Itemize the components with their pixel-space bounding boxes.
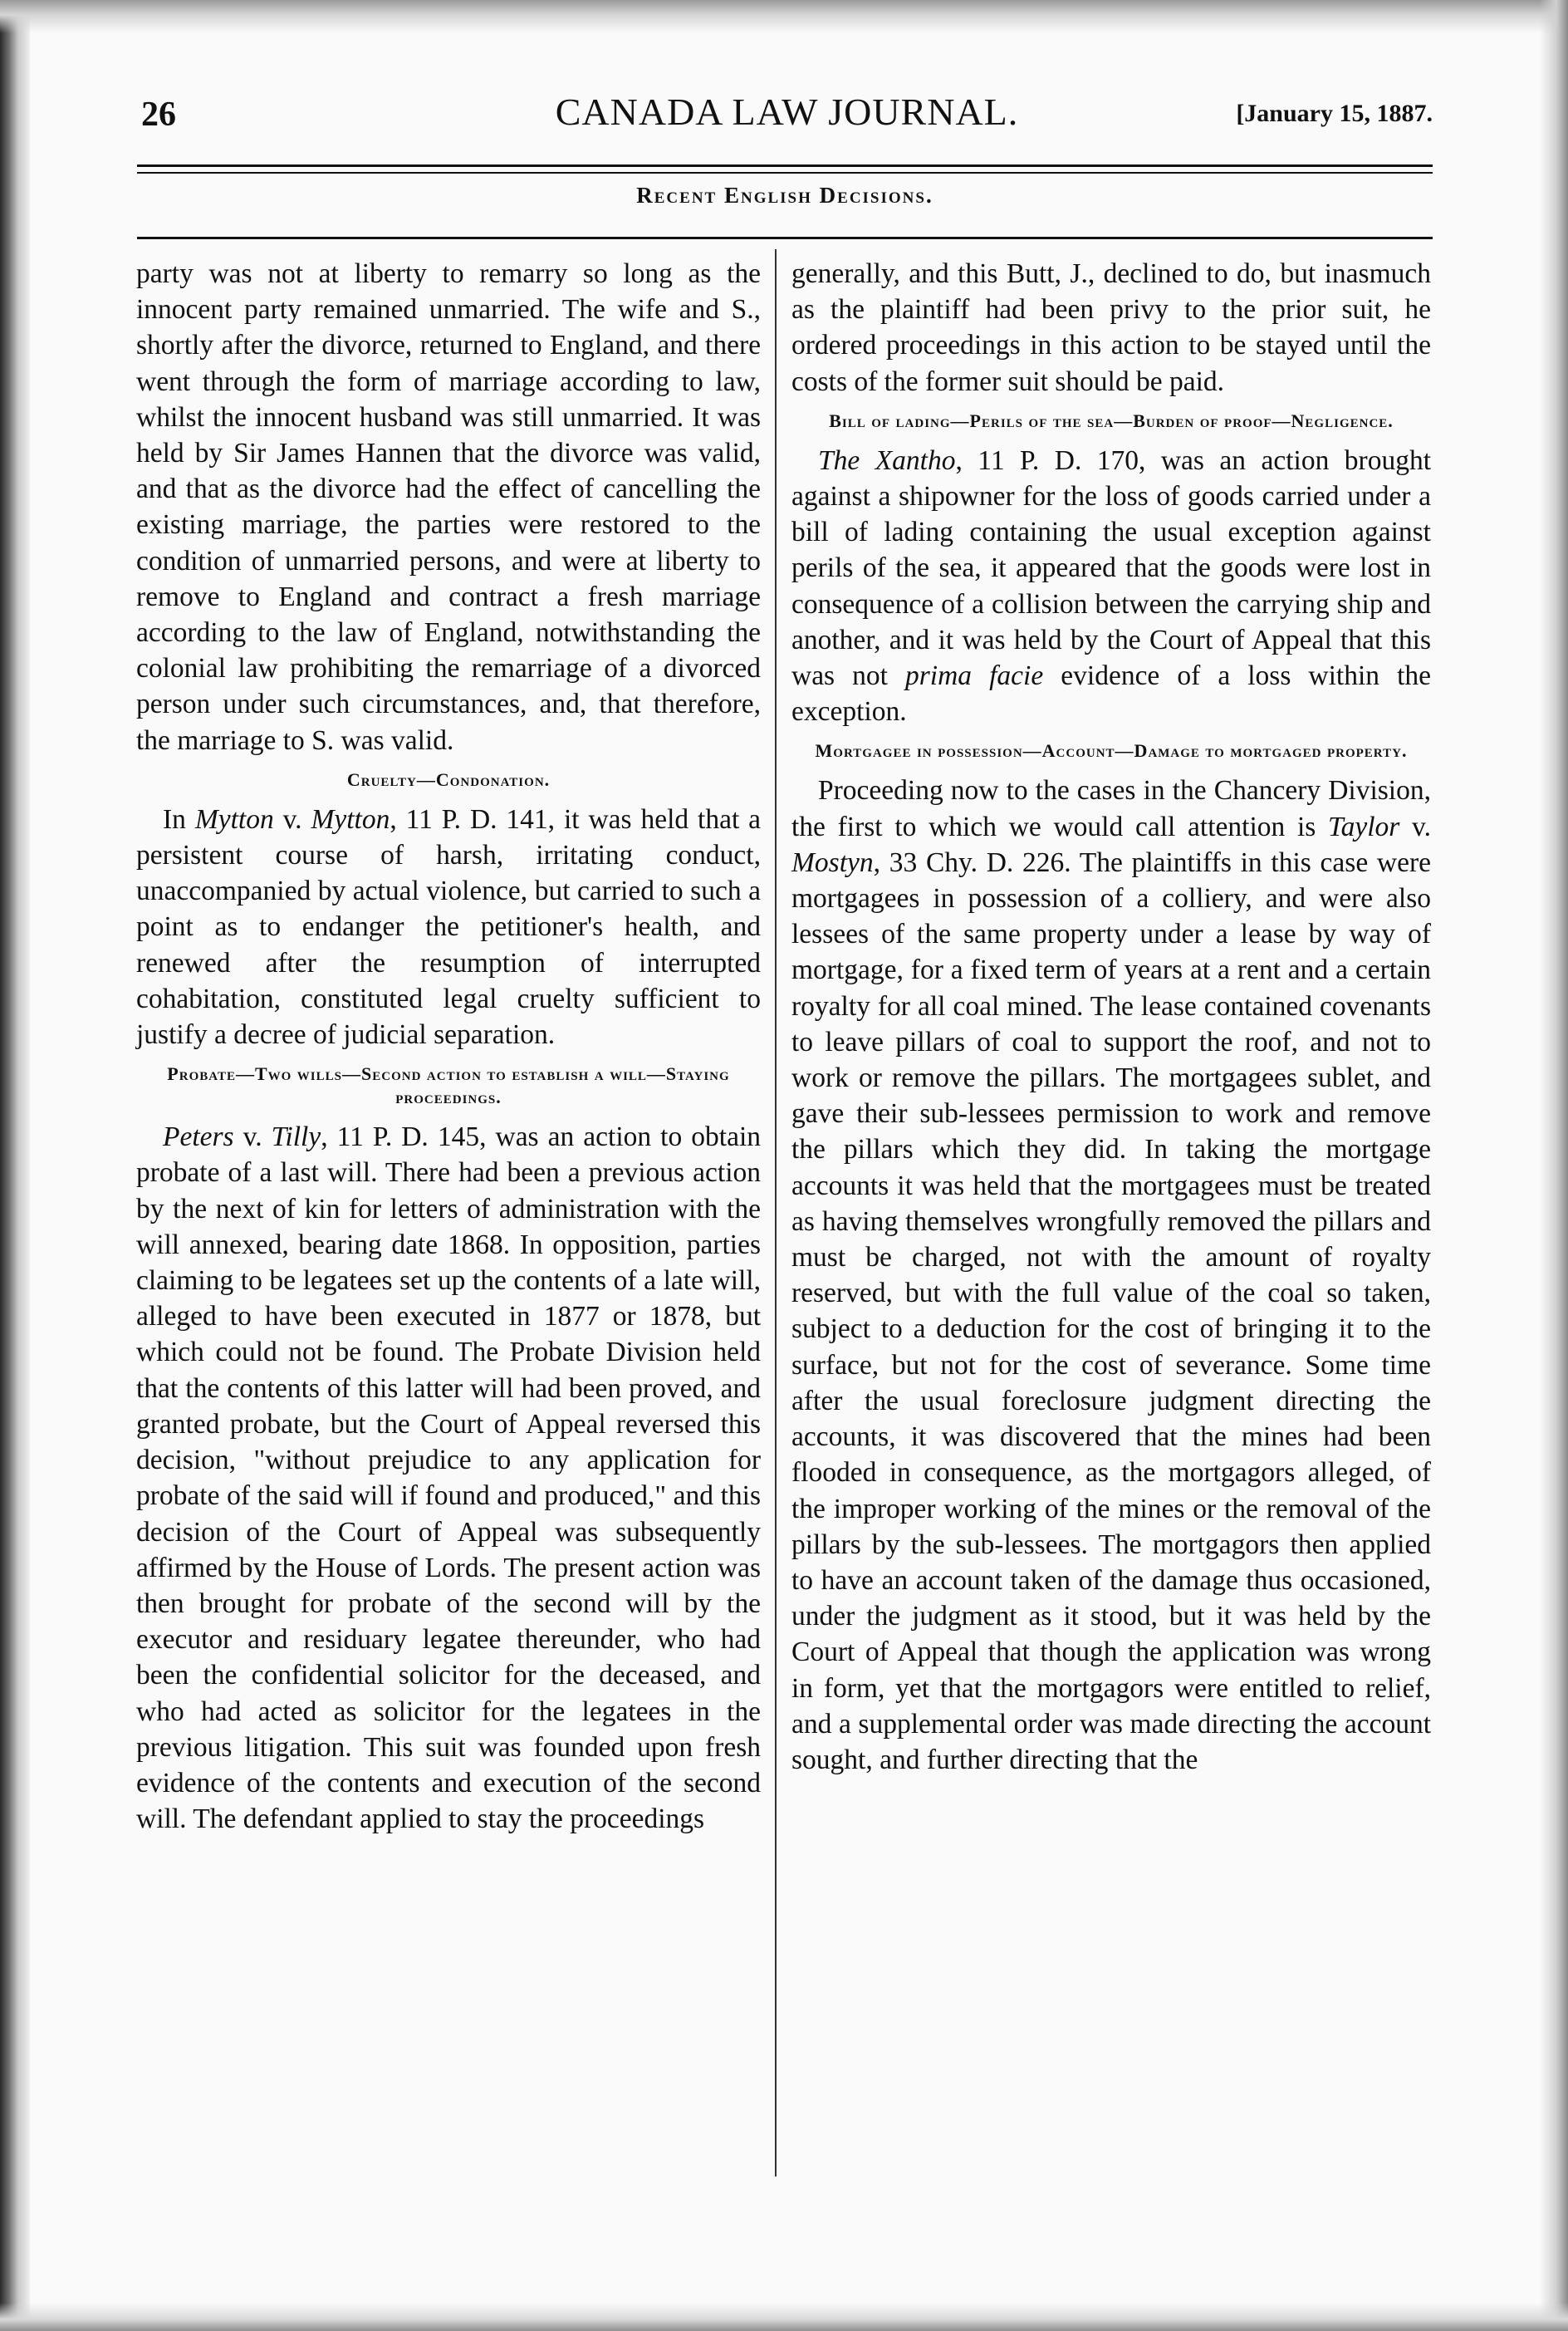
heading-cruelty-condonation: Cruelty—Condonation. [346,768,551,790]
paragraph-peters-continued: generally, and this Butt, J., declined to do, but inasmuch as the plaintiff had been privy to the prior suit, he ordered proceedings in this action to be stayed until the costs of the former suit should be paid. [791,258,1431,397]
case-name: The Xantho [818,444,956,476]
top-edge-shadow [0,0,1568,33]
left-column [136,256,761,1837]
text-run: evidence of a loss within the exception. [791,660,1432,728]
case-name: Mytton [311,803,390,835]
text-run: , 11 P. D. 145, was an action to obtain probate of a last will. There had been a previous action by the next of kin for letters of administration with the will annexed, bearing date 1868. In opposition, parties claiming to be legatees set up the contents of a late will, alleged to have been executed in 1877 or 1878, but which could not be found. The Probate Division held that the contents of this latter will had been proved, and granted probate, but the Court of Appeal reversed this decision, "without prejudice to any application for probate of the said will if found and produced," and this decision of the Court of Appeal was subsequently affirmed by the House of Lords. The present action was then brought for probate of the second will by the executor and residuary legatee thereunder, who had been the confidential solicitor for the deceased, and who had acted as solicitor for the legatees in the previous litigation. This suit was founded upon fresh evidence of the contents and execution of the second will. The defendant applied to stay the proceedings [136,1121,762,1835]
right-edge-shadow [1540,0,1568,2331]
running-head [141,90,1433,140]
case-name: Tilly [271,1121,321,1153]
text-run: In [163,803,195,835]
paragraph-taylor-v-mostyn [791,773,1431,1778]
heading-probate-two-wills: Probate—Two wills—Second action to establish a will—Staying proceedings. [167,1063,730,1108]
text-run: v. [1399,811,1431,842]
case-name: Mostyn [791,847,874,878]
page-number: 26 [141,96,176,134]
text-run: Proceeding now to the cases in the Chancery Division, the first to which we would call attention is [791,775,1431,842]
case-name: Mytton [194,803,274,835]
paragraph-divorce-continued: party was not at liberty to remarry so long as the innocent party remained unmarried. The wife and S., shortly after the divorce, returned to England, and there went through the form of marriage according to law, whilst the innocent husband was still unmarried. It was held by Sir James Hannen that the divorce was valid, and that as the divorce had the effect of cancelling the existing marriage, the parties were restored to the condition of unmarried persons, and were at liberty to remove to England and contract a fresh marriage according to the law of England, notwithstanding the colonial law prohibiting the remarriage of a divorced person under such circumstances, and, that therefore, the marriage to S. was valid. [136,258,761,756]
journal-title: CANADA LAW JOURNAL. [555,91,1019,133]
paragraph-mytton-v-mytton [136,802,761,1053]
paragraph-peters-v-tilly [136,1119,761,1837]
case-name: Taylor [1328,811,1400,842]
column-divider [775,249,777,2176]
issue-date: [January 15, 1887. [1236,100,1433,127]
bottom-edge-shadow [0,2303,1568,2331]
text-run: , 33 Chy. D. 226. The plaintiffs in this case were mortgagees in possession of a colliery, and were also lessees of the same property under a lease by way of mortgage, for a fixed term of years at a rent and a certain royalty for all coal mined. The lease contained covenants to leave pillars of coal to support the roof, and not to work or remove the pillars. The mortgagees sublet, and gave their sub-lessees permission to work and remove the pillars which they did. In taking the mortgage accounts it was held that the mortgagees must be treated as having themselves wrongfully removed the pillars and must be charged, not with the amount of royalty reserved, but with the full value of the coal so taken, subject to a deduction for the cost of bringing it to the surface, but not for the cost of severance. Some time after the usual foreclosure judgment directing the accounts, it was discovered that the mines had been flooded in consequence, as the mortgagors alleged, of the improper working of the mines or the removal of the pillars by the sub-lessees. The mortgagors then applied to have an account taken of the damage thus occasioned, under the judgment as it stood, but it was held by the Court of Appeal that though the application was wrong in form, yet that the mortgagors were entitled to relief, and a supplemental order was made directing the account sought, and further directing that the [791,847,1431,1775]
right-column [791,256,1431,1778]
latin-term: prima facie [905,660,1044,692]
header-double-rule [137,164,1433,174]
section-title: Recent English Decisions. [636,183,933,208]
text-run: , 11 P. D. 170, was an action brought against a shipowner for the loss of goods carried under a bill of lading containing the usual exception against perils of the sea, it appeared that the goods were lost in consequence of a collision between the carrying ship and another, and it was held by the Court of Appeal that this was not [791,444,1431,692]
heading-bill-of-lading: Bill of lading—Perils of the sea—Burden of proof—Negligence. [829,410,1394,431]
text-run: v. [233,1121,272,1153]
binding-shadow [0,0,30,2331]
section-rule [137,237,1433,239]
text-run: , 11 P. D. 141, it was held that a persistent course of harsh, irritating conduct, unaccompanied by actual violence, but carried to such a point as to endanger the petitioner's health, and renewed after the resumption of interrupted cohabitation, constituted legal cruelty sufficient to justify a decree of judicial separation. [136,803,762,1051]
paragraph-the-xantho [791,443,1431,730]
case-name: Peters [163,1121,234,1153]
text-run: v. [273,803,311,835]
heading-mortgagee-in-possession: Mortgagee in possession—Account—Damage to mortgaged property. [815,740,1408,762]
